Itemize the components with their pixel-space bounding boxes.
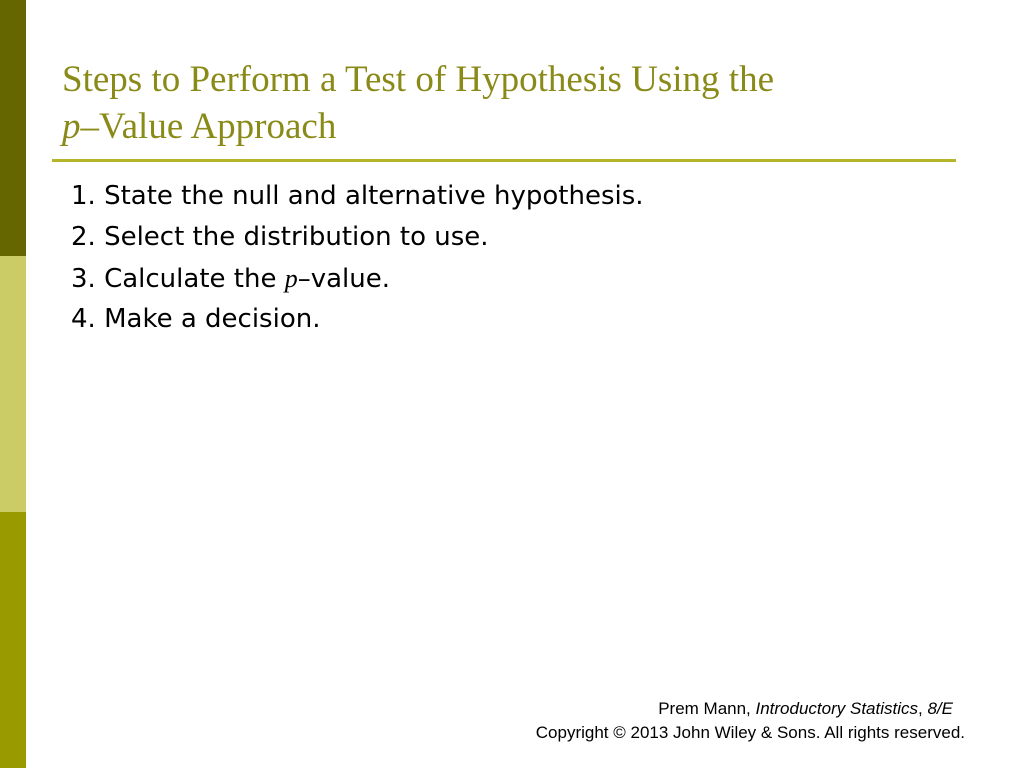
- step-text: Calculate the: [104, 264, 285, 294]
- step-p-symbol: p: [284, 264, 298, 293]
- step-number: 2.: [71, 222, 96, 252]
- footer-copyright: Copyright © 2013 John Wiley & Sons. All rights reserved.: [535, 723, 965, 742]
- footer-edition: 8/E: [927, 699, 953, 718]
- step-item: [71, 178, 644, 219]
- step-item: [71, 219, 644, 260]
- title-p-symbol: p: [62, 106, 81, 147]
- sidebar-decoration: [0, 0, 26, 768]
- step-text: Make a decision.: [104, 304, 321, 334]
- step-item: [71, 301, 644, 342]
- sidebar-block-top: [0, 0, 26, 256]
- slide-footer: [536, 697, 965, 745]
- title-line-1: Steps to Perform a Test of Hypothesis Using the: [62, 59, 774, 100]
- footer-citation: [536, 697, 953, 721]
- footer-author: Prem Mann,: [658, 699, 756, 718]
- step-text-after: –value.: [297, 264, 391, 294]
- sidebar-block-bottom: [0, 512, 26, 768]
- title-line-2-text: –Value Approach: [80, 106, 337, 147]
- step-item: [71, 260, 644, 301]
- steps-list: [71, 178, 644, 342]
- footer-book-title: Introductory Statistics: [755, 699, 919, 718]
- step-text: Select the distribution to use.: [104, 222, 489, 252]
- step-number: 1.: [71, 181, 96, 211]
- sidebar-block-middle: [0, 256, 26, 512]
- step-number: 3.: [71, 264, 96, 294]
- title-line-2: [62, 103, 962, 150]
- step-number: 4.: [71, 304, 96, 334]
- step-text: State the null and alternative hypothesis.: [104, 181, 644, 211]
- footer-separator: ,: [918, 699, 928, 718]
- slide-title: [62, 56, 962, 150]
- title-underline: [52, 159, 956, 162]
